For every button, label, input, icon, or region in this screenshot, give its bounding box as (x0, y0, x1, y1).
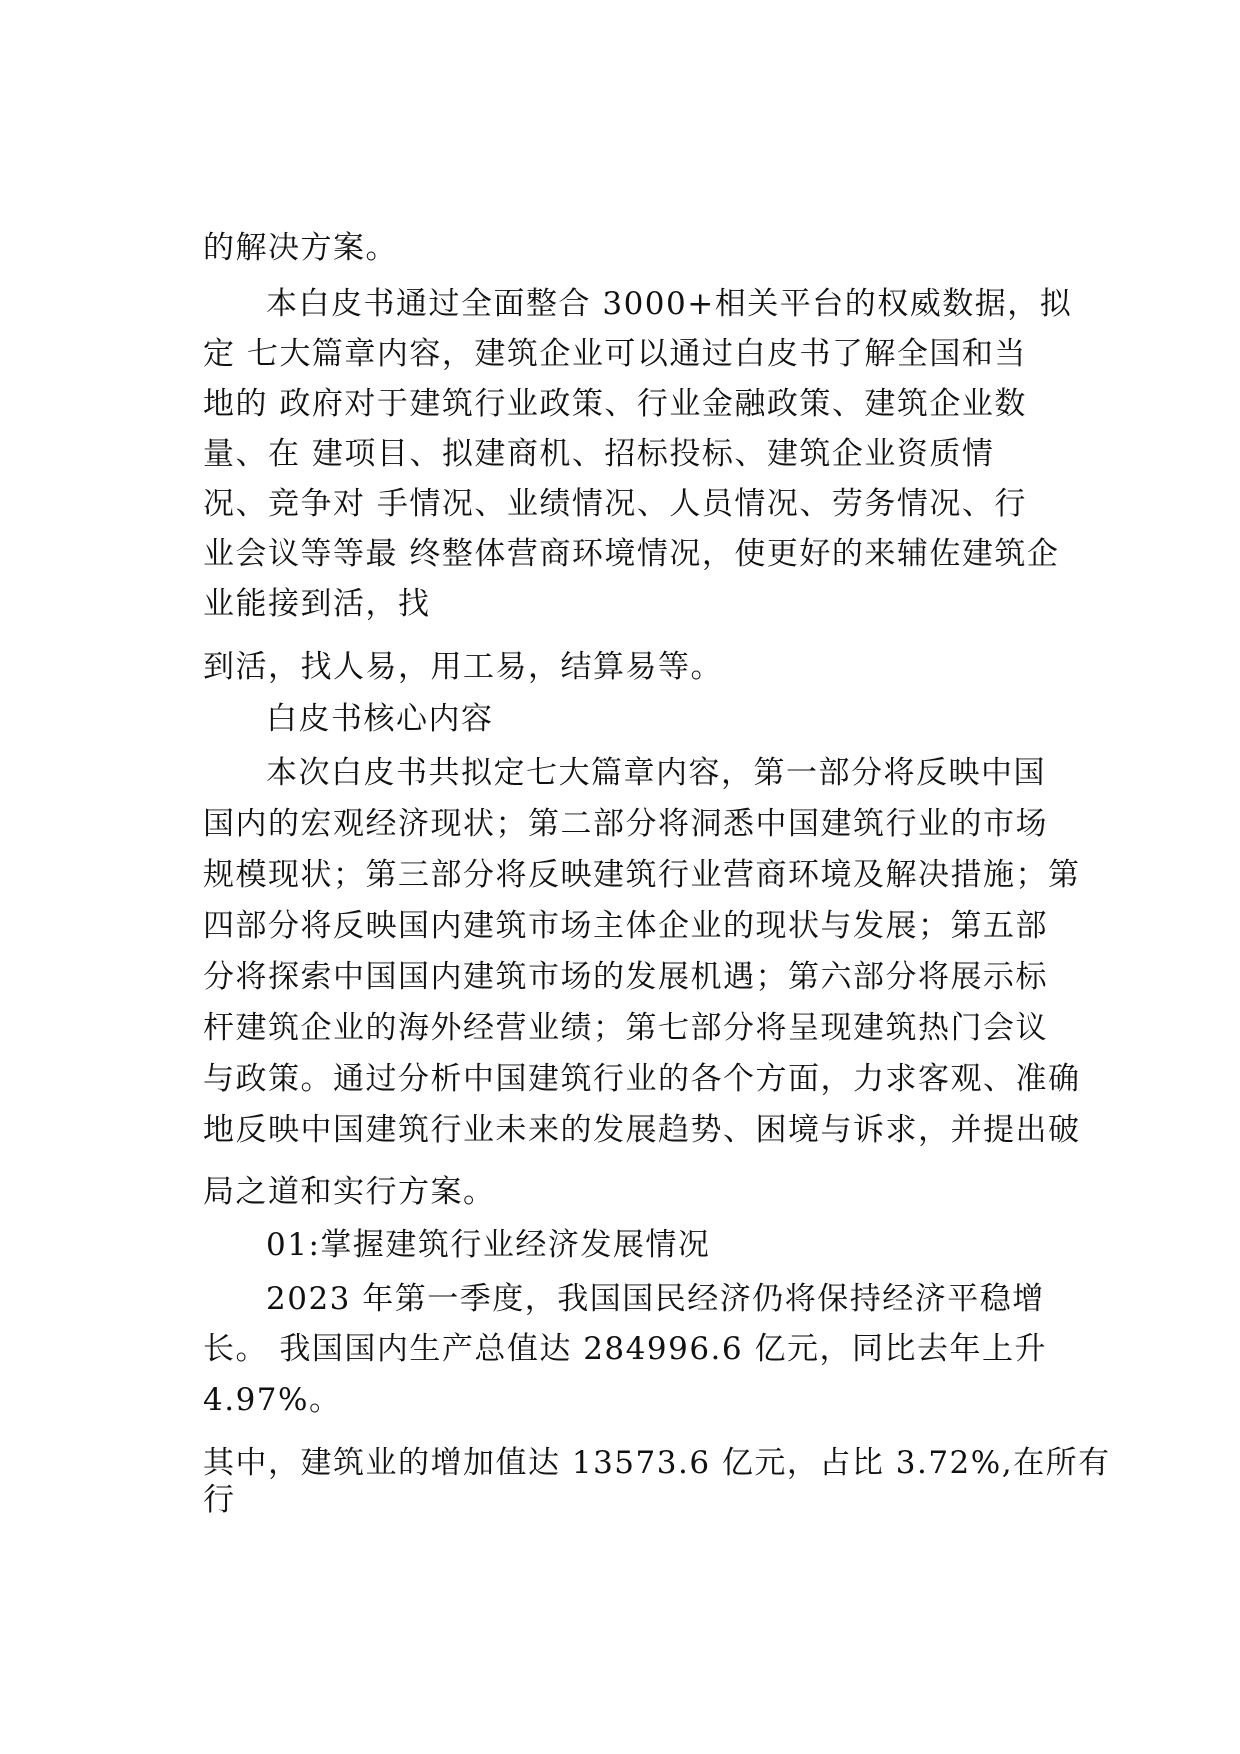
text-line-12: 国内的宏观经济现状；第二部分将洞悉中国建筑行业的市场 (203, 806, 1048, 842)
text-line-16: 杆建筑企业的海外经营业绩；第七部分将呈现建筑热门会议 (203, 1010, 1048, 1046)
text-line-23: 4.97%。 (203, 1382, 342, 1418)
text-line-15: 分将探索中国国内建筑市场的发展机遇；第六部分将展示标 (203, 959, 1048, 995)
text-line-14: 四部分将反映国内建筑市场主体企业的现状与发展；第五部 (203, 908, 1048, 944)
text-line-7: 业会议等等最 终整体营商环境情况，使更好的来辅佐建筑企 (203, 536, 1060, 572)
text-line-4: 地的 政府对于建筑行业政策、行业金融政策、建筑企业数 (203, 386, 1027, 422)
text-line-25: 行 (203, 1482, 236, 1518)
text-line-3: 定 七大篇章内容，建筑企业可以通过白皮书了解全国和当 (203, 336, 1027, 372)
text-line-19: 局之道和实行方案。 (203, 1174, 496, 1210)
text-line-22: 长。 我国国内生产总值达 284996.6 亿元，同比去年上升 (203, 1331, 1047, 1367)
text-line-9: 到活，找人易，用工易，结算易等。 (203, 649, 723, 685)
text-line-8: 业能接到活，找 (203, 586, 431, 622)
text-line-2: 本白皮书通过全面整合 3000+相关平台的权威数据，拟 (266, 286, 1073, 322)
section-heading-01: 01:掌握建筑行业经济发展情况 (266, 1227, 711, 1263)
section-heading-core-content: 白皮书核心内容 (266, 701, 494, 737)
text-line-13: 规模现状；第三部分将反映建筑行业营商环境及解决措施；第 (203, 857, 1081, 893)
text-line-11: 本次白皮书共拟定七大篇章内容，第一部分将反映中国 (266, 755, 1046, 791)
text-line-18: 地反映中国建筑行业未来的发展趋势、困境与诉求，并提出破 (203, 1112, 1081, 1148)
text-line-1: 的解决方案。 (203, 230, 398, 266)
text-line-6: 况、竞争对 手情况、业绩情况、人员情况、劳务情况、行 (203, 486, 1027, 522)
text-line-17: 与政策。通过分析中国建筑行业的各个方面，力求客观、准确 (203, 1061, 1081, 1097)
text-line-24: 其中，建筑业的增加值达 13573.6 亿元，占比 3.72%,在所有 (203, 1445, 1111, 1481)
text-line-5: 量、在 建项目、拟建商机、招标投标、建筑企业资质情 (203, 436, 995, 472)
text-line-21: 2023 年第一季度，我国国民经济仍将保持经济平稳增 (266, 1281, 1045, 1317)
